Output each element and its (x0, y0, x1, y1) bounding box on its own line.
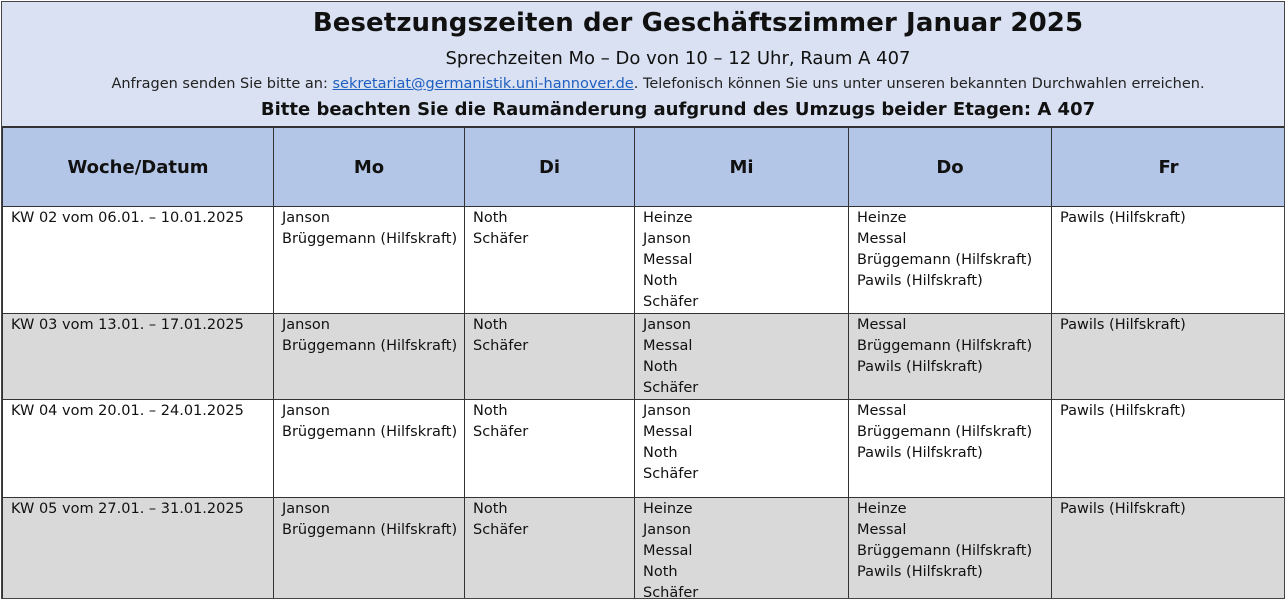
staff-name: Schäfer (473, 424, 529, 440)
staff-name: Schäfer (643, 466, 699, 482)
column-header-fr: Fr (1052, 128, 1286, 207)
cell-do (849, 314, 1052, 400)
cell-do (849, 400, 1052, 498)
cell-di (465, 207, 635, 314)
staff-name: Janson (282, 210, 330, 226)
request-suffix: . Telefonisch können Sie uns unter unseren bekannten Durchwahlen erreichen. (633, 76, 1205, 92)
cell-fr (1052, 498, 1286, 600)
column-header-mi: Mi (635, 128, 849, 207)
cell-mi (635, 314, 849, 400)
cell-mi (635, 207, 849, 314)
column-header-di: Di (465, 128, 635, 207)
request-prefix: Anfragen senden Sie bitte an: (111, 76, 333, 92)
page-title: Besetzungszeiten der Geschäftszimmer Januar 2025 (312, 8, 1084, 38)
staff-name: Noth (643, 445, 678, 461)
staff-name: Noth (473, 210, 508, 226)
cell-mo (274, 498, 465, 600)
staff-name: Messal (857, 317, 907, 333)
staff-name: Schäfer (473, 231, 529, 247)
cell-fr (1052, 314, 1286, 400)
staff-name: Heinze (643, 501, 693, 517)
staff-name: Pawils (Hilfskraft) (857, 564, 983, 580)
cell-mo (274, 400, 465, 498)
staff-name: Pawils (Hilfskraft) (1060, 403, 1186, 419)
column-header-mo: Mo (274, 128, 465, 207)
room-change-notice: Bitte beachten Sie die Raumänderung aufgrund des Umzugs beider Etagen: A 407 (260, 99, 1096, 120)
cell-do (849, 498, 1052, 600)
office-hours-subtitle: Sprechzeiten Mo – Do von 10 – 12 Uhr, Raum A 407 (445, 48, 911, 69)
cell-fr (1052, 207, 1286, 314)
staff-name: Brüggemann (Hilfskraft) (857, 424, 1033, 440)
staff-name: Noth (643, 564, 678, 580)
staff-name: Messal (857, 403, 907, 419)
table-row (3, 400, 1286, 498)
staff-name: Janson (282, 403, 330, 419)
cell-mi (635, 498, 849, 600)
cell-di (465, 314, 635, 400)
cell-week: KW 02 vom 06.01. – 10.01.2025 (3, 207, 274, 314)
staff-name: Janson (643, 522, 691, 538)
staff-name: Messal (643, 252, 693, 268)
staff-name: Messal (643, 338, 693, 354)
staff-name: Messal (643, 543, 693, 559)
staff-name: Brüggemann (Hilfskraft) (282, 424, 458, 440)
contact-request-line (2, 76, 1284, 92)
column-header-do: Do (849, 128, 1052, 207)
table-row (3, 207, 1286, 314)
cell-di (465, 400, 635, 498)
cell-mo (274, 207, 465, 314)
header-block (2, 2, 1284, 127)
staff-name: Janson (282, 317, 330, 333)
staff-name: Pawils (Hilfskraft) (1060, 317, 1186, 333)
schedule-body (3, 207, 1286, 600)
staff-name: Schäfer (473, 522, 529, 538)
staff-name: Noth (473, 501, 508, 517)
schedule-table (2, 127, 1285, 599)
cell-week: KW 05 vom 27.01. – 31.01.2025 (3, 498, 274, 600)
column-header-week: Woche/Datum (3, 128, 274, 207)
staff-name: Brüggemann (Hilfskraft) (282, 338, 458, 354)
cell-mi (635, 400, 849, 498)
staff-name: Messal (643, 424, 693, 440)
staff-name: Pawils (Hilfskraft) (1060, 501, 1186, 517)
cell-week: KW 03 vom 13.01. – 17.01.2025 (3, 314, 274, 400)
staff-name: Noth (473, 317, 508, 333)
staff-name: Janson (643, 403, 691, 419)
staff-name: Noth (643, 273, 678, 289)
staff-name: Noth (643, 359, 678, 375)
staff-name: Brüggemann (Hilfskraft) (857, 543, 1033, 559)
staff-name: Messal (857, 231, 907, 247)
staff-name: Janson (643, 231, 691, 247)
table-row (3, 314, 1286, 400)
staff-name: Schäfer (643, 585, 699, 599)
staff-name: Schäfer (473, 338, 529, 354)
table-row (3, 498, 1286, 600)
staff-name: Janson (643, 317, 691, 333)
table-header-row (3, 128, 1286, 207)
staff-name: Janson (282, 501, 330, 517)
staff-name: Messal (857, 522, 907, 538)
cell-do (849, 207, 1052, 314)
staff-name: Schäfer (643, 380, 699, 396)
schedule-sheet (1, 1, 1285, 599)
email-link[interactable]: sekretariat@germanistik.uni-hannover.de (332, 76, 634, 92)
cell-fr (1052, 400, 1286, 498)
staff-name: Brüggemann (Hilfskraft) (282, 231, 458, 247)
staff-name: Pawils (Hilfskraft) (857, 445, 983, 461)
cell-mo (274, 314, 465, 400)
staff-name: Schäfer (643, 294, 699, 310)
staff-name: Heinze (857, 210, 907, 226)
staff-name: Pawils (Hilfskraft) (857, 273, 983, 289)
staff-name: Brüggemann (Hilfskraft) (282, 522, 458, 538)
cell-week: KW 04 vom 20.01. – 24.01.2025 (3, 400, 274, 498)
cell-di (465, 498, 635, 600)
staff-name: Brüggemann (Hilfskraft) (857, 338, 1033, 354)
staff-name: Brüggemann (Hilfskraft) (857, 252, 1033, 268)
staff-name: Heinze (857, 501, 907, 517)
staff-name: Noth (473, 403, 508, 419)
staff-name: Heinze (643, 210, 693, 226)
staff-name: Pawils (Hilfskraft) (1060, 210, 1186, 226)
staff-name: Pawils (Hilfskraft) (857, 359, 983, 375)
